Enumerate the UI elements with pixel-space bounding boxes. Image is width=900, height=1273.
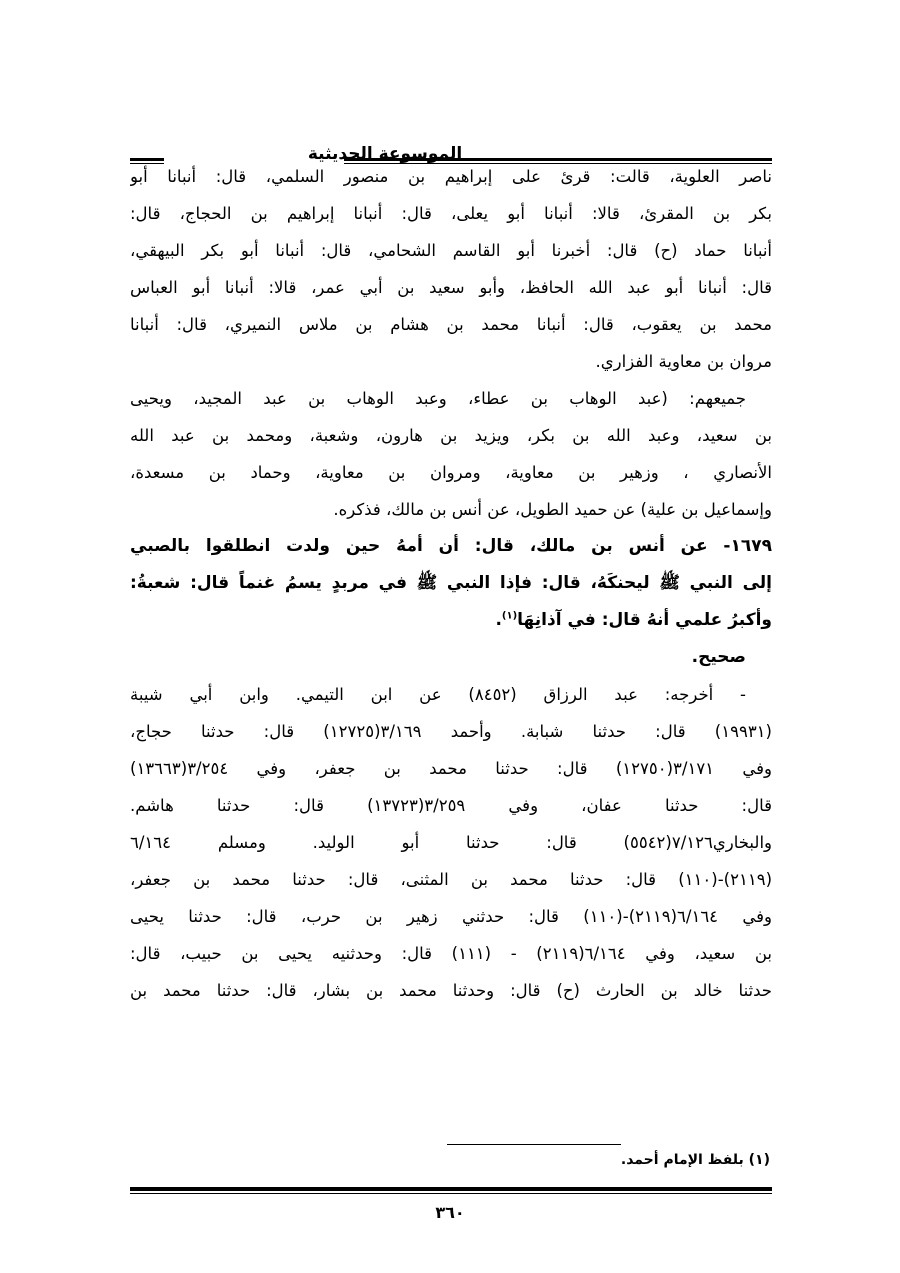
- takhrij-line: (٢١١٩)-(١١٠) قال: حدثنا محمد بن المثنى، قال: حدثنا محمد بن جعفر،: [130, 870, 772, 889]
- text-line: مروان بن معاوية الفزاري.: [595, 352, 772, 371]
- takhrij-line: - أخرجه: عبد الرزاق (٨٤٥٢) عن ابن التيمي. وابن أبي شيبة: [130, 685, 746, 704]
- hadith-line: وأكبرُ علمي أنهُ قال: في آذانِهَا$^{(١)}$.: [495, 610, 772, 630]
- page-number: ٣٦٠: [435, 1203, 465, 1222]
- text-line: بن سعيد، وعبد الله بن بكر، ويزيد بن هارون، وشعبة، ومحمد بن عبد الله: [130, 426, 772, 445]
- text-line: بكر بن المقرئ، قالا: أنبانا أبو يعلى، قال: أنبانا إبراهيم بن الحجاج، قال:: [130, 204, 772, 223]
- footer-rule: [130, 1187, 772, 1191]
- takhrij-line: حدثنا خالد بن الحارث (ح) قال: وحدثنا محمد بن بشار، قال: حدثنا محمد بن: [130, 981, 772, 1000]
- text-line: محمد بن يعقوب، قال: أنبانا محمد بن هشام بن ملاس النميري، قال: أنبانا: [130, 315, 772, 334]
- takhrij-line: بن سعيد، وفي ٦/١٦٤(٢١١٩) - (١١١) قال: وحدثنيه يحيى بن حبيب، قال:: [130, 944, 772, 963]
- takhrij-line: وفي ٣/١٧١(١٢٧٥٠) قال: حدثنا محمد بن جعفر، وفي ٣/٢٥٤(١٣٦٦٣): [130, 759, 772, 778]
- hadith-line: ١٦٧٩- عن أنس بن مالك، قال: أن أمهُ حين ولدت انطلقوا بالصبي: [130, 536, 772, 556]
- hadith-grade: صحيح.: [691, 647, 746, 667]
- text-line: ناصر العلوية، قالت: قرئ على إبراهيم بن منصور السلمي، قال: أنبانا أبو: [130, 167, 772, 186]
- footnote: (١) بلفظ الإمام أحمد.: [620, 1152, 770, 1168]
- text-line: أنبانا حماد (ح) قال: أخبرنا أبو القاسم الشحامي، قال: أنبانا أبو بكر البيهقي،: [130, 241, 772, 260]
- header-title: الموسوعة الحديثية: [307, 144, 463, 164]
- takhrij-line: (١٩٩٣١) قال: حدثنا شبابة. وأحمد ٣/١٦٩(١٢٧٢٥) قال: حدثنا حجاج،: [130, 722, 772, 741]
- text-line: قال: أنبانا أبو عبد الله الحافظ، وأبو سعيد بن أبي عمر، قالا: أنبانا أبو العباس: [130, 278, 772, 297]
- takhrij-line: والبخاري٧/١٢٦(٥٥٤٢) قال: حدثنا أبو الوليد. ومسلم ٦/١٦٤: [130, 833, 772, 852]
- hadith-line: إلى النبي ﷺ ليحنكَهُ، قال: فإذا النبي ﷺ في مربدٍ يسمُ غنماً قال: شعبةُ:: [130, 573, 772, 593]
- footnote-ref[interactable]: (١): [501, 610, 518, 622]
- takhrij-line: قال: حدثنا عفان، وفي ٣/٢٥٩(١٣٧٢٣) قال: حدثنا هاشم.: [130, 796, 772, 815]
- text-line: وإسماعيل بن علية) عن حميد الطويل، عن أنس بن مالك، فذكره.: [333, 500, 772, 519]
- page-body: [130, 158, 772, 1009]
- text-line: جميعهم: (عبد الوهاب بن عطاء، وعبد الوهاب بن عبد المجيد، ويحيى: [130, 389, 746, 408]
- hadith-text: وأكبرُ علمي أنهُ قال: في آذانِهَا: [517, 610, 772, 630]
- takhrij-line: وفي ٦/١٦٤(٢١١٩)-(١١٠) قال: حدثني زهير بن حرب، قال: حدثنا يحيى: [130, 907, 772, 926]
- text-line: الأنصاري ، وزهير بن معاوية، ومروان بن معاوية، وحماد بن مسعدة،: [130, 463, 772, 482]
- footnote-separator: [447, 1144, 621, 1145]
